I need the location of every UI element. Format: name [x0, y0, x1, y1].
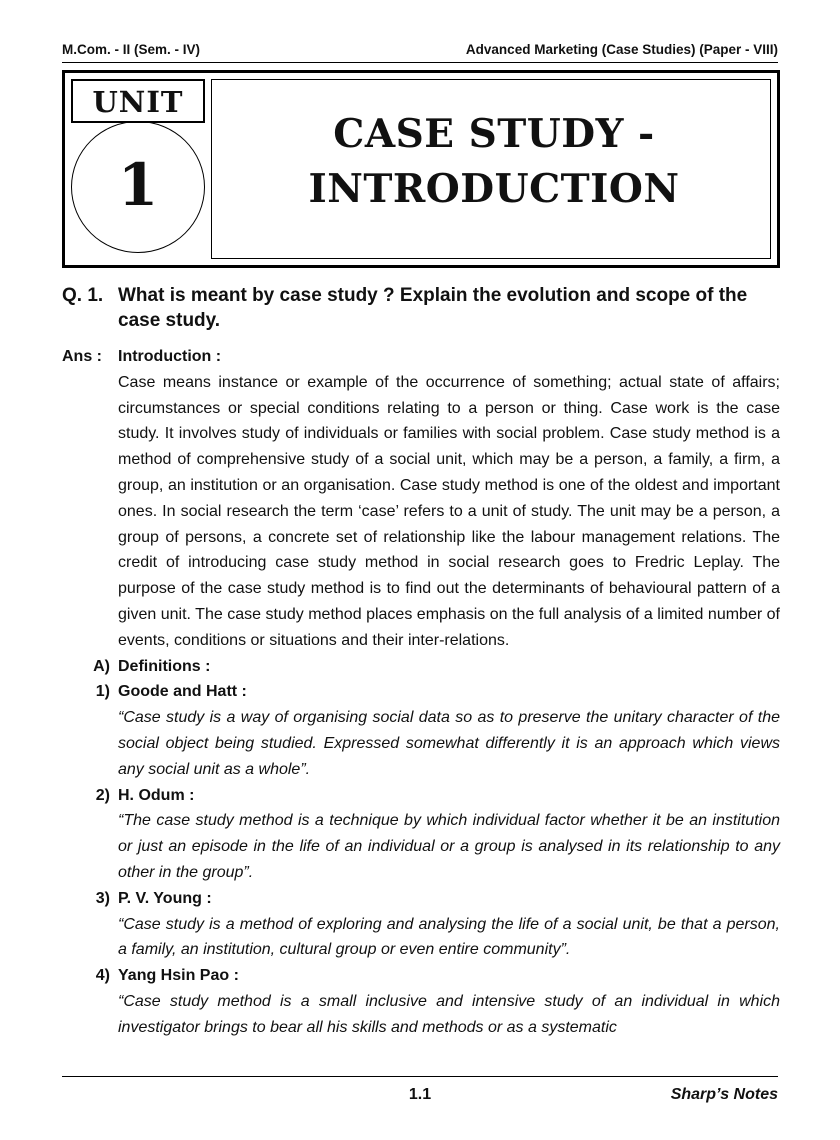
footer-rule	[62, 1076, 778, 1077]
question	[62, 283, 782, 333]
intro-paragraph: Case means instance or example of the occurrence of something; actual state of affairs; circumstances or special conditions relating to a person or thing. Case work is the case study. It involves study of individuals or families with social problem. Case study method is a method of comprehensive study of a social unit, which may be a person, a family, a firm, a group, an institution or an organisation. Case study method is one of the oldest and important ones. In social research the term ‘case’ refers to a unit of study. The unit may be a person, a group of persons, a concrete set of relationship like the labour management relations. The credit of introducing case study method in social research goes to Fredric Leplay. The purpose of the case study method is to find out the determinants of behavioural pattern of a given unit. The case study method places emphasis on the full analysis of a limited number of events, conditions or situations and their inter-relations.	[118, 373, 780, 649]
definition-number: 2)	[95, 786, 110, 804]
definition-item	[62, 963, 780, 1040]
definition-quote: “Case study method is a small inclusive and intensive study of an individual in which investigator brings to bear all his skills and methods or as a systematic	[118, 992, 780, 1036]
definition-quote: “Case study is a method of exploring and analysing the life of a social unit, be that a person, a family, an institution, cultural group or even entire community”.	[118, 915, 780, 959]
header-course: M.Com. - II (Sem. - IV)	[62, 42, 201, 57]
chapter-title-line2: INTRODUCTION	[308, 166, 680, 212]
header-rule	[62, 62, 778, 63]
intro-heading: Introduction :	[118, 348, 222, 365]
definition-item	[62, 886, 780, 963]
definition-number: 4)	[95, 967, 110, 985]
definition-item	[62, 783, 780, 886]
chapter-title-line1: CASE STUDY -	[333, 111, 655, 157]
definition-item	[62, 679, 780, 782]
chapter-title	[211, 107, 777, 217]
question-text: What is meant by case study ? Explain the evolution and scope of the case study.	[118, 285, 748, 331]
answer	[62, 344, 780, 1041]
definitions-section	[62, 654, 780, 680]
question-number: Q. 1.	[62, 285, 104, 306]
unit-banner	[62, 70, 780, 268]
answer-label: Ans :	[62, 348, 102, 365]
header-paper: Advanced Marketing (Case Studies) (Paper - VIII)	[465, 42, 778, 57]
definition-author: Yang Hsin Pao :	[118, 967, 239, 985]
answer-intro	[62, 344, 780, 654]
definition-number: 3)	[95, 889, 110, 907]
section-heading: Definitions :	[118, 657, 211, 675]
section-label: A)	[93, 657, 110, 675]
definition-author: P. V. Young :	[118, 889, 212, 907]
definition-quote: “Case study is a way of organising social data so as to preserve the unitary character of the social object being studied. Expressed somewhat differently it is an approach which views any social unit as a whole”.	[118, 709, 780, 778]
definition-quote: “The case study method is a technique by which individual factor whether it be an institution or just an episode in the life of an individual or a group is analysed in its relationship to any other in the group”.	[118, 812, 780, 881]
definition-number: 1)	[95, 683, 110, 701]
publisher-brand: Sharp’s Notes	[670, 1086, 778, 1103]
unit-label: UNIT	[71, 79, 205, 123]
unit-number: 1	[71, 121, 205, 253]
definition-author: H. Odum :	[118, 786, 195, 804]
page-number: 1.1	[408, 1086, 432, 1103]
definition-author: Goode and Hatt :	[118, 683, 247, 701]
